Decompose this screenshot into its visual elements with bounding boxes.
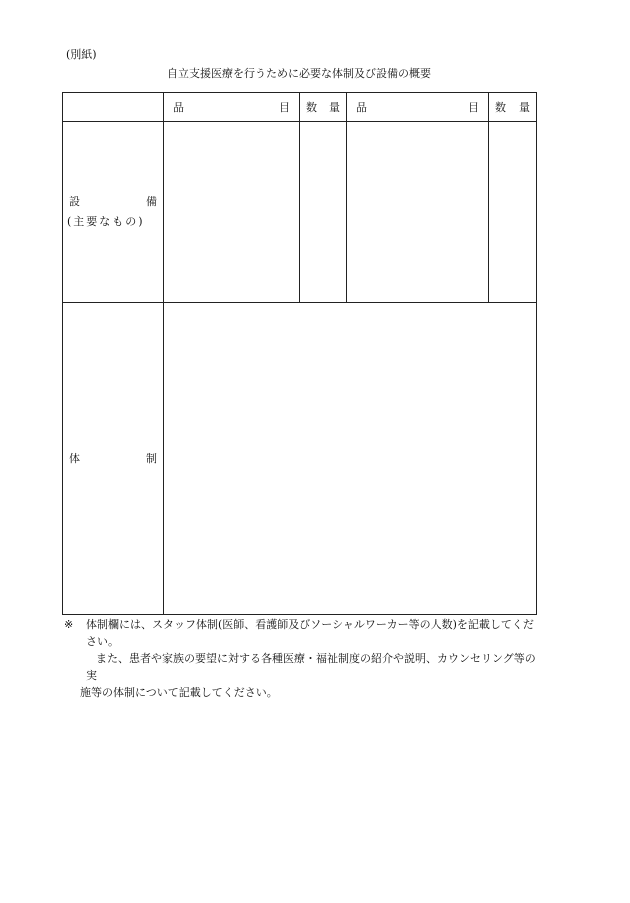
annex-label: (別紙) bbox=[66, 48, 97, 61]
header-quantity-char: 数 bbox=[495, 101, 506, 114]
note-block bbox=[64, 616, 538, 701]
header-item-char: 目 bbox=[468, 101, 479, 114]
header-item-1 bbox=[164, 93, 300, 122]
note-line-2: また、患者や家族の要望に対する各種医療・福祉制度の紹介や説明、カウンセリング等の実 bbox=[86, 652, 536, 682]
header-quantity-char: 量 bbox=[519, 101, 530, 114]
equipment-row bbox=[63, 122, 537, 303]
header-item-char: 目 bbox=[279, 101, 290, 114]
equipment-item-input-1[interactable] bbox=[164, 122, 300, 303]
header-quantity-char: 数 bbox=[306, 101, 317, 114]
document-title: 自立支援医療を行うために必要な体制及び設備の概要 bbox=[167, 67, 431, 80]
note-line-2-continued: 施等の体制について記載してください。 bbox=[80, 686, 278, 699]
header-item-2 bbox=[347, 93, 489, 122]
system-description-input[interactable] bbox=[164, 303, 537, 615]
equipment-quantity-input-2[interactable] bbox=[489, 122, 537, 303]
table-header-row bbox=[63, 93, 537, 122]
equipment-sublabel: (主要なもの) bbox=[67, 215, 145, 228]
header-quantity-1 bbox=[300, 93, 347, 122]
header-item-char: 品 bbox=[356, 101, 367, 114]
equipment-item-input-2[interactable] bbox=[347, 122, 489, 303]
equipment-system-table bbox=[62, 92, 537, 615]
header-quantity-2 bbox=[489, 93, 537, 122]
equipment-label-cell bbox=[63, 122, 164, 303]
equipment-label-char: 備 bbox=[146, 195, 157, 208]
system-label-char: 体 bbox=[69, 451, 80, 465]
note-mark: ※ bbox=[64, 618, 74, 631]
note-line-1-continued: さい。 bbox=[86, 635, 119, 648]
header-quantity-char: 量 bbox=[329, 101, 340, 114]
system-row bbox=[63, 303, 537, 615]
equipment-quantity-input-1[interactable] bbox=[300, 122, 347, 303]
system-label-char: 制 bbox=[146, 451, 157, 465]
header-blank-cell bbox=[63, 93, 164, 122]
note-line-1: 体制欄には、スタッフ体制(医師、看護師及びソーシャルワーカー等の人数)を記載してくだ bbox=[86, 618, 534, 631]
system-label-cell bbox=[63, 303, 164, 615]
equipment-label-char: 設 bbox=[69, 195, 80, 208]
header-item-char: 品 bbox=[173, 101, 184, 114]
